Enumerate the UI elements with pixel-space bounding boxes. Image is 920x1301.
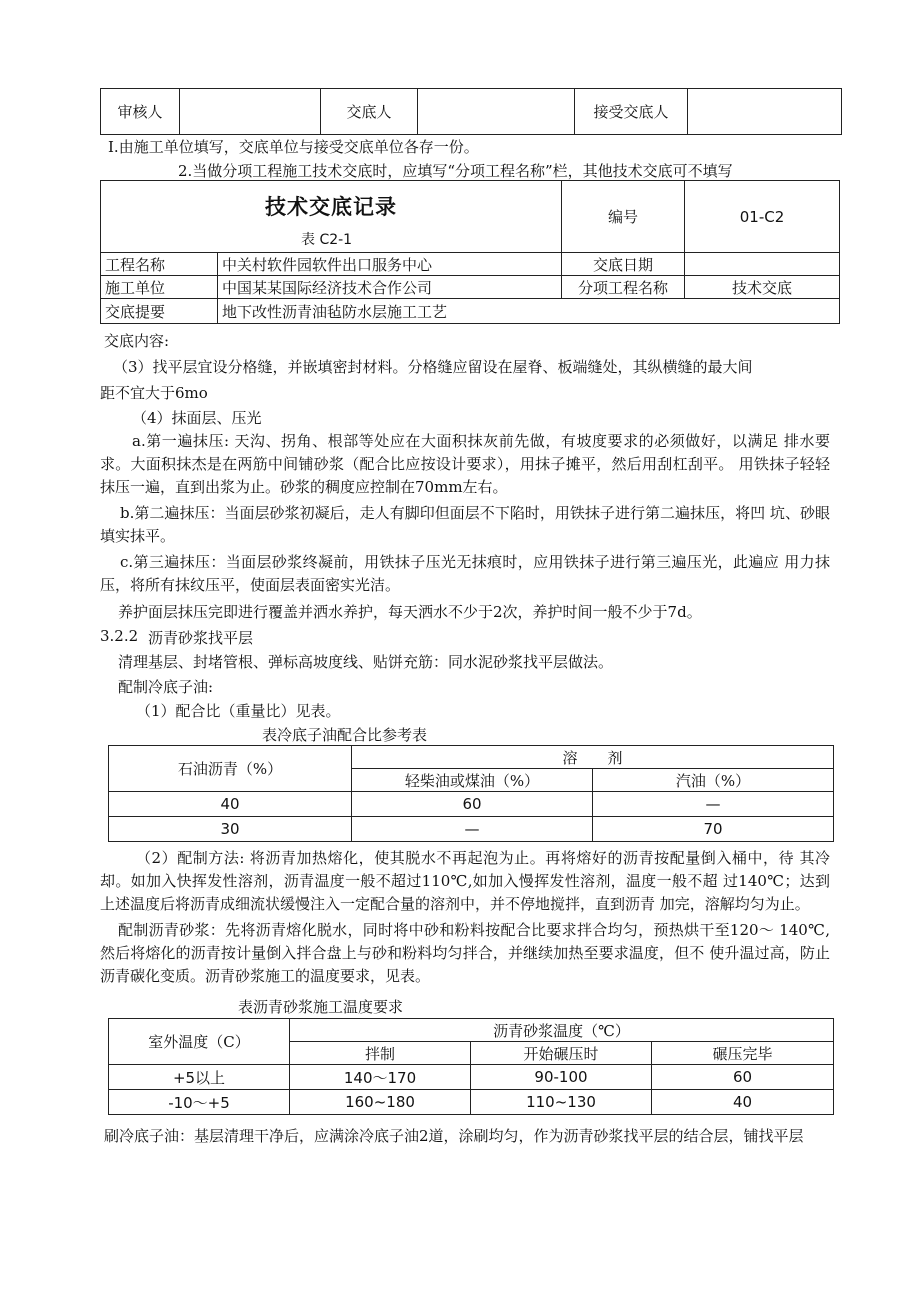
para-prep: 配制冷底子油: xyxy=(118,678,214,696)
table1-col3-header: 汽油（%） xyxy=(593,769,834,792)
record-table xyxy=(100,180,840,324)
table2-col2-header: 拌制 xyxy=(290,1042,471,1065)
para-mortar: 配制沥青砂浆：先将沥青熔化脱水，同时将中砂和粉料按配合比要求拌合均匀，预热烘干至120～ 140℃,然后将熔化的沥青按计量倒入拌合盘上与砂和粉料均匀拌合，并继续加热至要求温度，但不 使升温过高，防止沥青碳化变质。沥青砂浆施工的温度要求，见表。 xyxy=(100,921,830,985)
table2-cell: 140～170 xyxy=(290,1065,471,1090)
table-row xyxy=(109,1065,834,1090)
table2-cell: 40 xyxy=(652,1090,834,1115)
unit-value: 中国某某国际经济技术合作公司 xyxy=(218,276,562,299)
table1-cell: — xyxy=(593,792,834,817)
table2-cell: 60 xyxy=(652,1065,834,1090)
table1-solvent-header: 溶 剂 xyxy=(352,746,834,769)
note-2: 2.当做分项工程施工技术交底时，应填写“分项工程名称”栏，其他技术交底可不填写 xyxy=(178,162,733,180)
table-row xyxy=(109,792,834,817)
table2-col3-header: 开始碾压时 xyxy=(471,1042,652,1065)
section-3-2-2-number: 3.2.2 xyxy=(100,627,139,645)
record-title-cell xyxy=(101,181,562,253)
para-3-line2: 距不宜大于6mo xyxy=(100,384,208,402)
table2-col1-header: 室外温度（C） xyxy=(109,1019,290,1065)
date-label: 交底日期 xyxy=(562,253,685,276)
table2-group-header: 沥青砂浆温度（℃） xyxy=(290,1019,834,1042)
record-title: 技术交底记录 xyxy=(265,194,397,219)
form-number: 表 C2-1 xyxy=(301,232,353,248)
para-ratio: （1）配合比（重量比）见表。 xyxy=(136,702,341,720)
subproject-label: 分项工程名称 xyxy=(562,276,685,299)
table-1-caption: 表冷底子油配合比参考表 xyxy=(262,726,428,744)
number-label: 编号 xyxy=(562,181,685,253)
table2-col4-header: 碾压完毕 xyxy=(652,1042,834,1065)
reviewer-label: 审核人 xyxy=(101,89,180,135)
table1-cell: 70 xyxy=(593,817,834,842)
table1-col2-header: 轻柴油或煤油（%） xyxy=(352,769,593,792)
content-heading: 交底内容: xyxy=(104,332,170,350)
table2-cell: 160~180 xyxy=(290,1090,471,1115)
mortar-temperature-table xyxy=(108,1018,834,1115)
cold-primer-table xyxy=(108,745,834,842)
unit-label: 施工单位 xyxy=(101,276,218,299)
project-label: 工程名称 xyxy=(101,253,218,276)
date-value[interactable] xyxy=(685,253,840,276)
para-3-line1: （3）找平层宜设分格缝，并嵌填密封材料。分格缝应留设在屋脊、板端缝处，其纵横缝的最大间 xyxy=(113,358,753,376)
para-brush: 刷冷底子油：基层清理干净后，应满涂冷底子油2道，涂刷均匀，作为沥青砂浆找平层的结合层，铺找平层 xyxy=(104,1127,804,1145)
reviewer-value[interactable] xyxy=(180,89,321,135)
table-row xyxy=(109,1090,834,1115)
section-3-2-2-title: 沥青砂浆找平层 xyxy=(148,629,254,647)
sign-table xyxy=(100,88,842,135)
number-value: 01-C2 xyxy=(685,181,840,253)
discloser-label: 交底人 xyxy=(321,89,418,135)
table1-cell: 30 xyxy=(109,817,352,842)
para-clean: 清理基层、封堵管根、弹标高坡度线、贴饼充筋：同水泥砂浆找平层做法。 xyxy=(118,653,614,671)
summary-label: 交底提要 xyxy=(101,299,218,324)
table2-cell: 90-100 xyxy=(471,1065,652,1090)
summary-value: 地下改性沥青油毡防水层施工工艺 xyxy=(218,299,840,324)
table1-cell: 60 xyxy=(352,792,593,817)
receiver-label: 接受交底人 xyxy=(575,89,688,135)
table1-col1-header: 石油沥青（%） xyxy=(109,746,352,792)
table2-cell: +5以上 xyxy=(109,1065,290,1090)
discloser-value[interactable] xyxy=(418,89,575,135)
para-b: b.第二遍抹压：当面层砂浆初凝后，走人有脚印但面层不下陷时，用铁抹子进行第二遍抹压，将凹 坑、砂眼填实抹平。 xyxy=(100,504,830,545)
table-row xyxy=(109,817,834,842)
para-4: （4）抹面层、压光 xyxy=(132,409,262,427)
table1-cell: — xyxy=(352,817,593,842)
para-cure: 养护面层抹压完即进行覆盖并洒水养护，每天洒水不少于2次，养护时间一般不少于7d。 xyxy=(118,603,702,621)
subproject-value: 技术交底 xyxy=(685,276,840,299)
para-c: c.第三遍抹压：当面层砂浆终凝前，用铁抹子压光无抹痕时，应用铁抹子进行第三遍压光，此遍应 用力抹压，将所有抹纹压平，使面层表面密实光洁。 xyxy=(100,553,830,594)
table1-cell: 40 xyxy=(109,792,352,817)
para-a: a.第一遍抹压: 天沟、拐角、根部等处应在大面积抹灰前先做，有坡度要求的必须做好，以满足 排水要求。大面积抹杰是在两筋中间铺砂浆（配合比应按设计要求），用抹子摊平，然后用刮杠刮平。 用铁抹子轻轻抹压一遍，直到出浆为止。砂浆的稠度应控制在70mm左右。 xyxy=(100,432,830,496)
table2-cell: 110~130 xyxy=(471,1090,652,1115)
table2-cell: -10～+5 xyxy=(109,1090,290,1115)
table-2-caption: 表沥青砂浆施工温度要求 xyxy=(238,998,404,1016)
receiver-value[interactable] xyxy=(688,89,842,135)
note-1: I.由施工单位填写，交底单位与接受交底单位各存一份。 xyxy=(108,138,479,156)
project-value: 中关村软件园软件出口服务中心 xyxy=(218,253,562,276)
para-method: （2）配制方法: 将沥青加热熔化，使其脱水不再起泡为止。再将熔好的沥青按配量倒入桶中，待 其冷却。如加入快挥发性溶剂，沥青温度一般不超过110℃,如加入慢挥发性溶剂，温度一般不超 过140℃；达到上述温度后将沥青成细流状缓慢注入一定配合量的溶剂中，并不停地搅拌，直到沥青 加完，溶解均匀为止。 xyxy=(100,849,830,913)
